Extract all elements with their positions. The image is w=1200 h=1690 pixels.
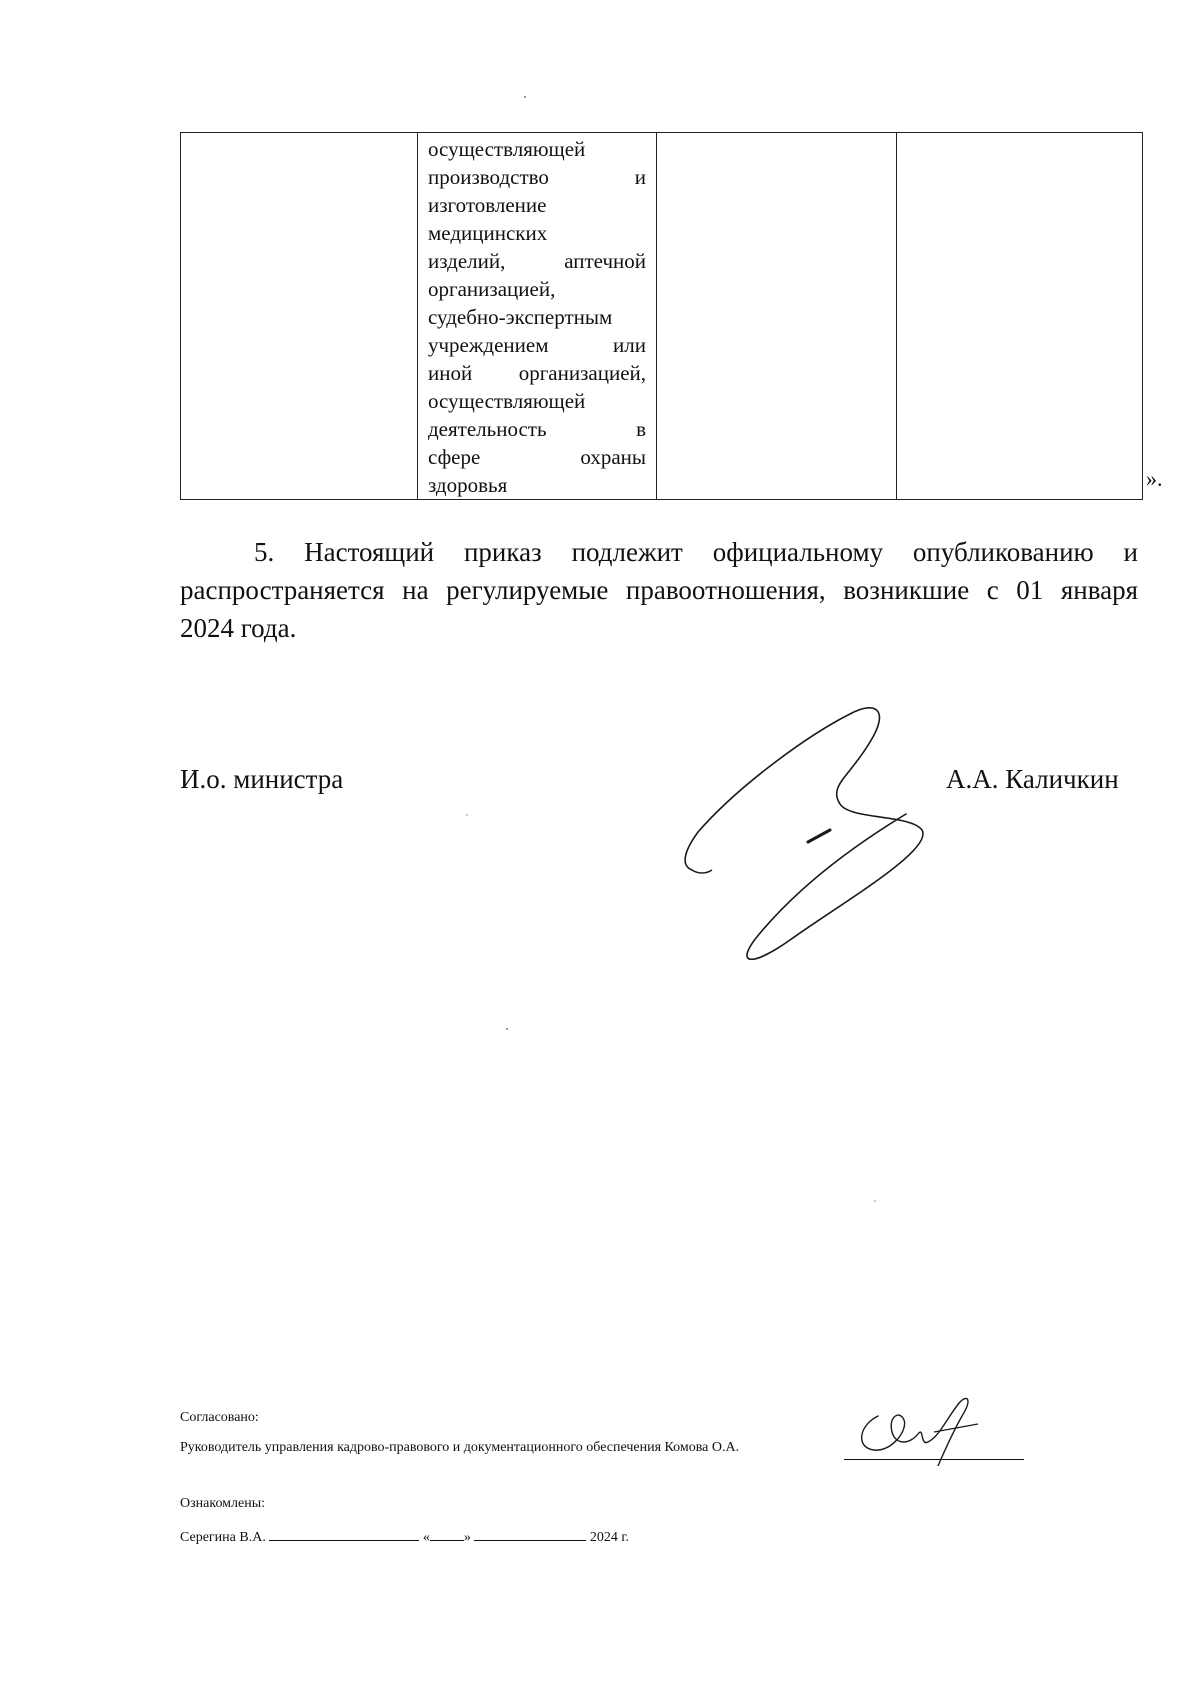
familiarized-line [180, 1528, 629, 1546]
minister-signature-icon [680, 694, 950, 984]
cell-word: в [636, 417, 646, 441]
signatory-position: И.о. министра [180, 764, 344, 794]
cell-line: осуществляющей [428, 389, 586, 413]
cell-word: или [613, 333, 646, 357]
approval-label: Согласовано: [180, 1410, 259, 1425]
cell-word: учреждением [428, 333, 549, 357]
cell-word: сфере [428, 445, 481, 469]
approver-signature-icon [848, 1386, 998, 1466]
document-table [180, 132, 1143, 500]
cell-line [428, 163, 646, 191]
cell-line: здоровья [428, 473, 508, 497]
table-cell-empty-4 [897, 133, 1143, 500]
table-cell-description [418, 133, 657, 500]
cell-line: медицинских [428, 221, 548, 245]
closing-quote: ». [1146, 466, 1163, 491]
cell-line [428, 359, 646, 387]
cell-word: изделий, [428, 249, 506, 273]
cell-line [428, 247, 646, 275]
date-quote-open: « [422, 1530, 430, 1545]
cell-word: производство [428, 165, 549, 189]
cell-word: иной [428, 361, 473, 385]
month-blank [474, 1528, 586, 1541]
cell-word: аптечной [564, 249, 646, 273]
cell-line: организацией, [428, 277, 556, 301]
cell-word: организацией, [518, 361, 646, 385]
cell-word: охраны [580, 445, 646, 469]
day-blank [430, 1528, 464, 1541]
cell-line [428, 443, 646, 471]
cell-line: изготовление [428, 193, 547, 217]
table-cell-empty-1 [181, 133, 418, 500]
paragraph-line: распространяется на регулируемые правоотношения, возникшие с 01 января [180, 575, 1138, 605]
signature-blank [269, 1528, 419, 1541]
cell-line [428, 415, 646, 443]
familiarized-name: Серегина В.А. [180, 1530, 266, 1545]
paragraph-line: 5. Настоящий приказ подлежит официальному опубликованию и [254, 537, 1138, 567]
cell-line [428, 331, 646, 359]
approver-line: Руководитель управления кадрово-правового и документационного обеспечения Комова О.А. [180, 1440, 740, 1455]
cell-line: осуществляющей [428, 137, 586, 161]
paragraph-line: 2024 года. [180, 613, 297, 643]
cell-word: деятельность [428, 417, 547, 441]
table-row [181, 133, 1143, 500]
cell-word: и [634, 165, 646, 189]
table-cell-empty-3 [657, 133, 897, 500]
paragraph-5 [180, 533, 1138, 647]
cell-description-text [418, 133, 656, 499]
signatory-name: А.А. Каличкин [946, 764, 1119, 794]
date-year: 2024 г. [589, 1530, 629, 1545]
cell-line: судебно-экспертным [428, 305, 613, 329]
date-quote-close: » [463, 1530, 471, 1545]
familiarized-label: Ознакомлены: [180, 1496, 266, 1511]
